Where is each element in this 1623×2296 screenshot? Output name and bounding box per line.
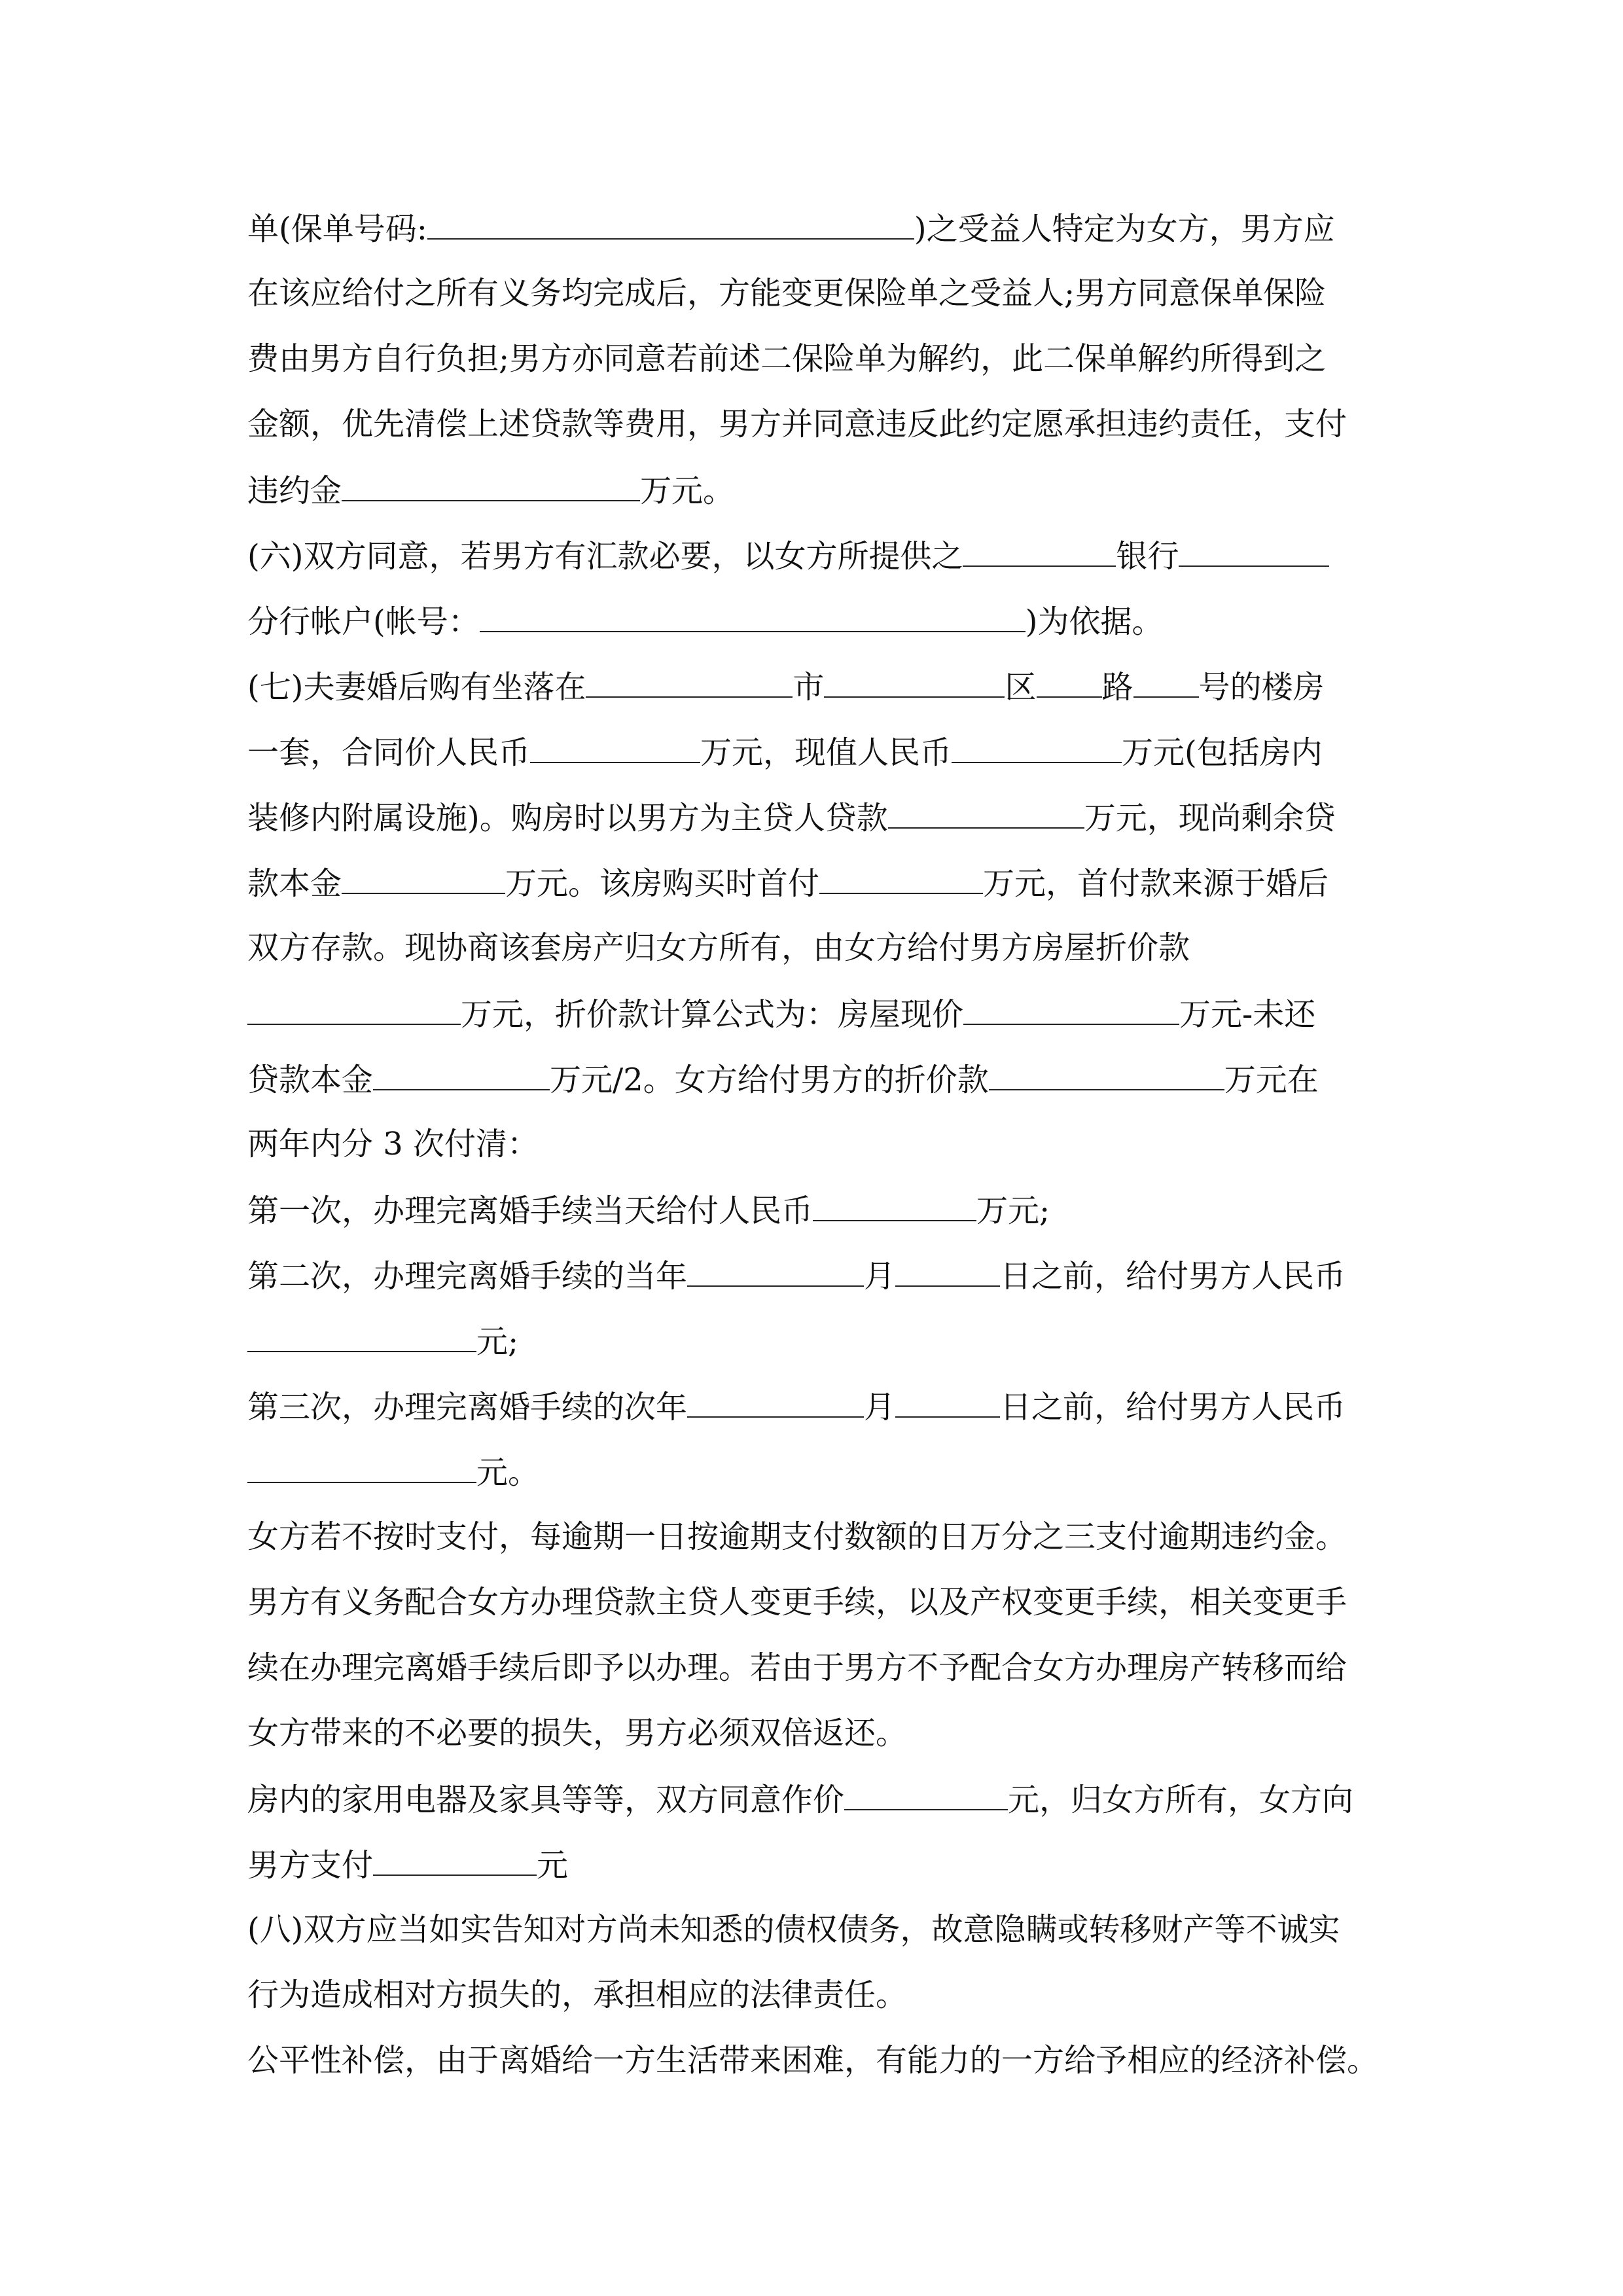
blank-field[interactable]	[342, 470, 640, 501]
blank-field[interactable]	[373, 1844, 537, 1876]
blank-field[interactable]	[813, 1190, 976, 1221]
text-line: (六)双方同意，若男方有汇款必要，以女方所提供之 银行	[247, 535, 1329, 575]
text-line: 装修内附属设施)。购房时以男方为主贷人贷款 万元，现尚剩余贷	[247, 797, 1336, 836]
blank-field[interactable]	[895, 1255, 1000, 1287]
blank-field[interactable]	[586, 666, 793, 698]
blank-field[interactable]	[247, 1452, 476, 1483]
text-line: 第二次，办理完离婚手续的当年 月 日之前，给付男方人民币	[247, 1255, 1346, 1295]
blank-field[interactable]	[687, 1386, 864, 1418]
blank-field[interactable]	[480, 601, 1026, 632]
text-line: 男方有义务配合女方办理贷款主贷人变更手续，以及产权变更手续，相关变更手	[247, 1584, 1347, 1621]
text-line: 违约金 万元。	[247, 470, 734, 509]
blank-field[interactable]	[963, 535, 1116, 567]
blank-field[interactable]	[989, 1059, 1224, 1090]
text-line: 续在办理完离婚手续后即予以办理。若由于男方不予配合女方办理房产转移而给	[247, 1649, 1347, 1686]
text-line: 单(保单号码: )之受益人特定为女方，男方应	[247, 208, 1335, 247]
blank-field[interactable]	[895, 1386, 1000, 1418]
blank-field[interactable]	[819, 863, 983, 894]
blank-field[interactable]	[427, 208, 914, 240]
blank-field[interactable]	[247, 994, 461, 1025]
blank-field[interactable]	[888, 797, 1084, 829]
text-line: 贷款本金 万元/2。女方给付男方的折价款 万元在	[247, 1059, 1319, 1098]
text-line: 男方支付 元	[247, 1844, 568, 1884]
text-line: 女方若不按时支付，每逾期一日按逾期支付数额的日万分之三支付逾期违约金。	[247, 1518, 1347, 1555]
text-line: 房内的家用电器及家具等等，双方同意作价 元，归女方所有，女方向	[247, 1779, 1353, 1818]
text-line: 两年内分 3 次付清：	[247, 1126, 539, 1162]
text-line: 在该应给付之所有义务均完成后，方能变更保险单之受益人;男方同意保单保险	[247, 275, 1327, 312]
text-line: 款本金 万元。该房购买时首付 万元，首付款来源于婚后	[247, 863, 1329, 902]
text-line: 一套，合同价人民币 万元，现值人民币 万元(包括房内	[247, 732, 1323, 771]
text-line: (八)双方应当如实告知对方尚未知悉的债权债务，故意隐瞒或转移财产等不诚实	[247, 1911, 1340, 1948]
blank-field[interactable]	[824, 666, 1005, 698]
blank-field[interactable]	[373, 1059, 550, 1090]
text-line: 女方带来的不必要的损失，男方必须双倍返还。	[247, 1715, 908, 1751]
blank-field[interactable]	[1037, 666, 1102, 698]
blank-field[interactable]	[1179, 535, 1329, 567]
text-line: 第三次，办理完离婚手续的次年 月 日之前，给付男方人民币	[247, 1386, 1346, 1426]
blank-field[interactable]	[530, 732, 700, 763]
text-line: 万元，折价款计算公式为：房屋现价 万元-未还	[247, 994, 1315, 1033]
blank-field[interactable]	[952, 732, 1122, 763]
text-line: 费由男方自行负担;男方亦同意若前述二保险单为解约，此二保单解约所得到之	[247, 340, 1327, 377]
text-line: 金额，优先清偿上述贷款等费用，男方并同意违反此约定愿承担违约责任，支付	[247, 406, 1347, 442]
text-line: 分行帐户(帐号： )为依据。	[247, 601, 1163, 640]
blank-field[interactable]	[1133, 666, 1199, 698]
blank-field[interactable]	[687, 1255, 864, 1287]
text-line: 元。	[247, 1452, 539, 1491]
text-line: 双方存款。现协商该套房产归女方所有，由女方给付男方房屋折价款	[247, 929, 1190, 966]
text-line: 公平性补偿，由于离婚给一方生活带来困难，有能力的一方给予相应的经济补偿。	[247, 2042, 1379, 2079]
blank-field[interactable]	[247, 1321, 476, 1352]
blank-field[interactable]	[963, 994, 1179, 1025]
text-line: 第一次，办理完离婚手续当天给付人民币 万元;	[247, 1190, 1050, 1229]
text-line: (七)夫妻婚后购有坐落在 市 区 路 号的楼房	[247, 666, 1325, 706]
text-line: 元;	[247, 1321, 518, 1360]
text-line: 行为造成相对方损失的，承担相应的法律责任。	[247, 1977, 908, 2013]
blank-field[interactable]	[844, 1779, 1008, 1810]
blank-field[interactable]	[342, 863, 505, 894]
